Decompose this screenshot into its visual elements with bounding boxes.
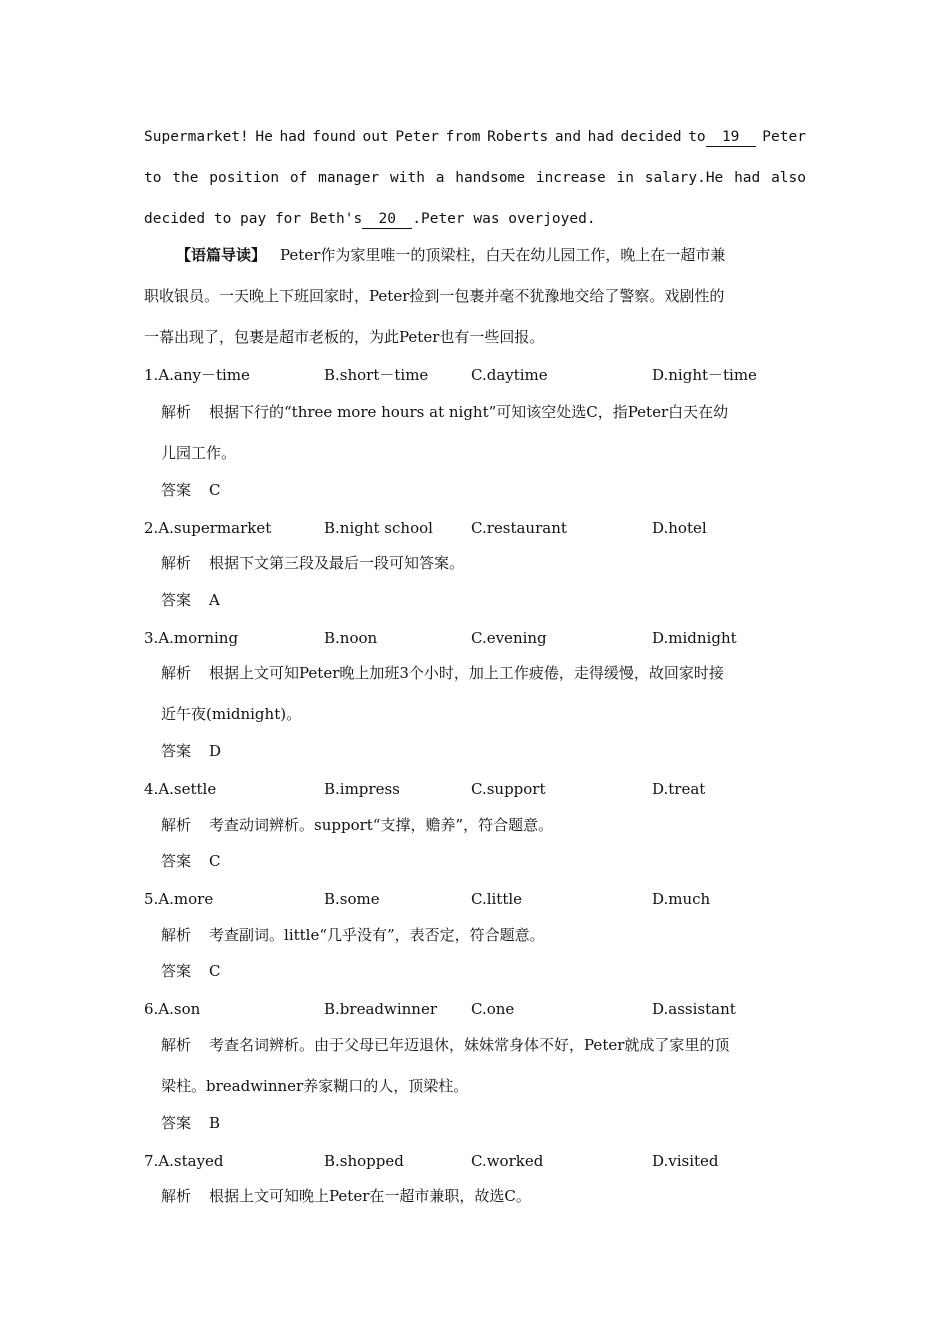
question-1-answer (161, 480, 806, 500)
passage-line-3 (144, 209, 806, 229)
option-b: B.impress (324, 780, 400, 798)
blank-19-group (688, 127, 755, 147)
option-b: B.breadwinner (324, 1000, 437, 1018)
analysis-text: 根据上文可知Peter晚上加班3个小时，加上工作疲倦，走得缓慢，故回家时接 (209, 664, 724, 682)
answer-label: 答案 (161, 591, 192, 609)
option-text: A.any－time (158, 366, 250, 384)
word: had (587, 129, 614, 145)
answer-label: 答案 (161, 481, 192, 499)
guide-line-2: 职收银员。一天晚上下班回家时，Peter捡到一包裹并毫不犹豫地交给了警察。戏剧性的 (144, 287, 725, 305)
option-c: C.evening (471, 629, 547, 647)
answer-value: C (209, 852, 221, 870)
option-a (144, 628, 238, 648)
option-text: A.settle (158, 780, 217, 798)
word: from (445, 129, 481, 145)
option-b: B.short－time (324, 366, 429, 384)
analysis-label: 解析 (161, 1036, 192, 1054)
question-number: 3. (144, 629, 159, 647)
blank-20: 20 (362, 210, 412, 229)
analysis-label: 解析 (161, 926, 192, 944)
question-3-analysis-cont: 近午夜(midnight)。 (161, 705, 302, 723)
word: decided (620, 129, 682, 145)
passage-line-2 (144, 168, 806, 188)
word: in (616, 170, 634, 186)
analysis-text: 考查副词。little“几乎没有”，表否定，符合题意。 (209, 926, 545, 944)
question-5-answer (161, 961, 806, 981)
word: manager (318, 170, 380, 186)
question-number: 2. (144, 519, 159, 537)
question-3-answer (161, 741, 806, 761)
option-d: D.treat (652, 780, 706, 798)
question-number: 5. (144, 890, 159, 908)
question-6-analysis-cont: 梁柱。breadwinner养家糊口的人，顶梁柱。 (161, 1077, 469, 1095)
question-1-analysis (161, 402, 806, 422)
word: Peter (762, 129, 806, 145)
option-c: C.restaurant (471, 519, 567, 537)
analysis-label: 解析 (161, 554, 192, 572)
question-3-analysis (161, 663, 806, 683)
option-c: C.worked (471, 1152, 544, 1170)
option-b: B.night school (324, 519, 433, 537)
option-a (144, 779, 216, 799)
answer-label: 答案 (161, 962, 192, 980)
option-b: B.shopped (324, 1152, 404, 1170)
answer-label: 答案 (161, 1114, 192, 1132)
question-6-answer (161, 1113, 806, 1133)
analysis-label: 解析 (161, 1187, 192, 1205)
answer-value: C (209, 962, 221, 980)
answer-value: C (209, 481, 221, 499)
answer-value: A (209, 591, 220, 609)
option-d: D.hotel (652, 519, 707, 537)
word: also (771, 170, 806, 186)
word: Roberts (487, 129, 549, 145)
word: increase (535, 170, 606, 186)
question-number: 1. (144, 366, 159, 384)
word: and (554, 129, 582, 145)
analysis-text: 根据下文第三段及最后一段可知答案。 (209, 554, 465, 572)
guide-line-3: 一幕出现了，包裹是超市老板的，为此Peter也有一些回报。 (144, 328, 545, 346)
option-a (144, 365, 250, 385)
option-a (144, 1151, 224, 1171)
guide-line-1 (176, 245, 806, 265)
question-5-analysis (161, 925, 806, 945)
analysis-text: 考查动词辨析。support“支撑，赡养”，符合题意。 (209, 816, 554, 834)
word: position (209, 170, 280, 186)
word: had (734, 170, 761, 186)
word: of (289, 170, 308, 186)
word: Supermarket! (144, 129, 249, 145)
word: with (390, 170, 425, 186)
option-d: D.much (652, 890, 711, 908)
answer-value: D (209, 742, 222, 760)
question-2-answer (161, 590, 806, 610)
option-a (144, 889, 213, 909)
option-text: A.supermarket (158, 519, 272, 537)
text: decided to pay for Beth's (144, 211, 363, 227)
word: to (688, 129, 706, 145)
guide-heading: 【语篇导读】 (176, 246, 267, 264)
analysis-label: 解析 (161, 816, 192, 834)
option-d: D.assistant (652, 1000, 736, 1018)
option-c: C.daytime (471, 366, 548, 384)
option-c: C.one (471, 1000, 515, 1018)
analysis-text: 根据下行的“three more hours at night”可知该空处选C，指Peter白天在幼 (209, 403, 729, 421)
option-text: A.morning (158, 629, 239, 647)
word: had (279, 129, 306, 145)
question-6-analysis (161, 1035, 806, 1055)
word: the (172, 170, 199, 186)
analysis-text: 考查名词辨析。由于父母已年迈退休，妹妹常身体不好，Peter就成了家里的顶 (209, 1036, 730, 1054)
word: to (144, 170, 162, 186)
option-d: D.midnight (652, 629, 737, 647)
option-a (144, 999, 200, 1019)
option-text: A.stayed (158, 1152, 224, 1170)
analysis-label: 解析 (161, 403, 192, 421)
word: out (362, 129, 389, 145)
word: salary.He (644, 170, 724, 186)
guide-text: Peter作为家里唯一的顶梁柱，白天在幼儿园工作，晚上在一超市兼 (280, 246, 726, 264)
option-b: B.noon (324, 629, 378, 647)
word: a (435, 170, 445, 186)
answer-value: B (209, 1114, 221, 1132)
question-1-analysis-cont: 儿园工作。 (161, 444, 237, 462)
option-c: C.support (471, 780, 546, 798)
question-7-analysis (161, 1186, 806, 1206)
answer-label: 答案 (161, 742, 192, 760)
option-a (144, 518, 271, 538)
answer-label: 答案 (161, 852, 192, 870)
analysis-label: 解析 (161, 664, 192, 682)
word: Peter (395, 129, 439, 145)
text: .Peter was overjoyed. (412, 211, 596, 227)
question-number: 4. (144, 780, 159, 798)
word: found (312, 129, 356, 145)
option-c: C.little (471, 890, 523, 908)
option-text: A.more (158, 890, 214, 908)
question-number: 7. (144, 1152, 159, 1170)
word: handsome (455, 170, 526, 186)
option-b: B.some (324, 890, 380, 908)
blank-19: 19 (706, 128, 756, 147)
question-4-analysis (161, 815, 806, 835)
analysis-text: 根据上文可知晚上Peter在一超市兼职，故选C。 (209, 1187, 531, 1205)
option-d: D.visited (652, 1152, 719, 1170)
option-text: A.son (158, 1000, 201, 1018)
question-4-answer (161, 851, 806, 871)
question-number: 6. (144, 1000, 159, 1018)
option-d: D.night－time (652, 366, 757, 384)
word: He (255, 129, 273, 145)
passage-line-1 (144, 127, 806, 147)
question-2-analysis (161, 553, 806, 573)
